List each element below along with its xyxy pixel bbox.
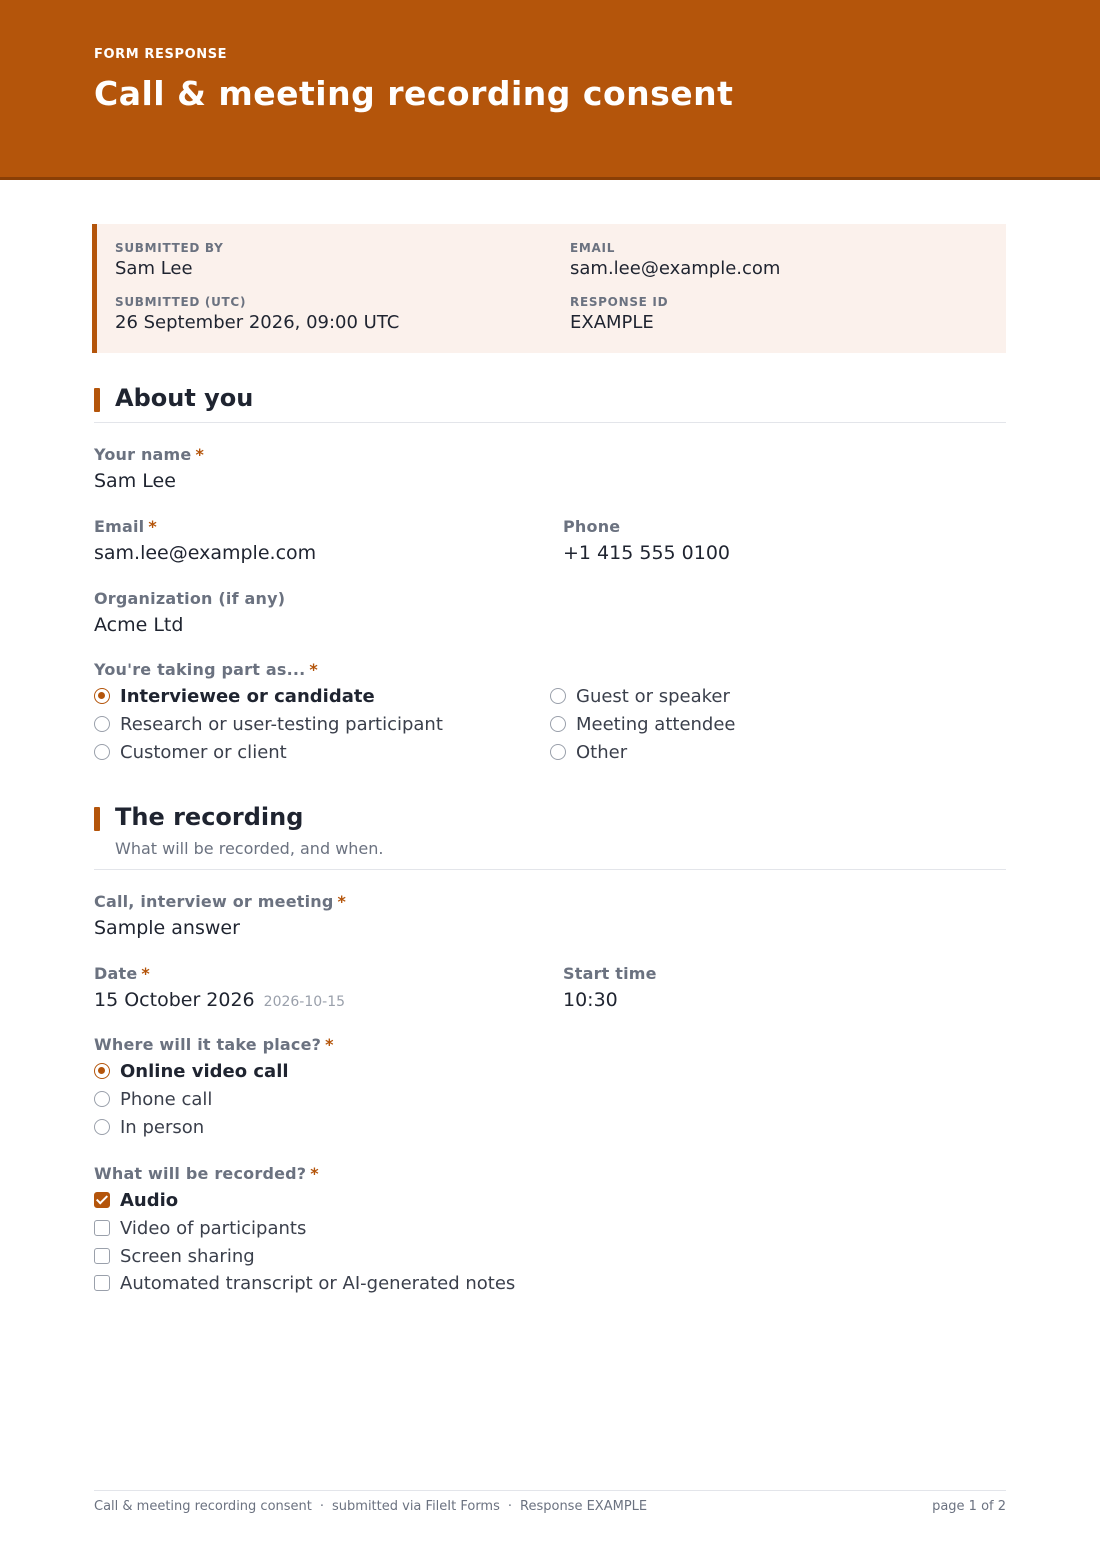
option-label: Audio xyxy=(120,1189,179,1211)
option-label: Video of participants xyxy=(120,1217,307,1239)
field-label: What will be recorded? * xyxy=(94,1164,319,1183)
radio-option[interactable] xyxy=(550,684,730,708)
submitted-utc xyxy=(115,295,399,333)
field-label: Date * xyxy=(94,964,150,983)
radio-empty-icon[interactable] xyxy=(550,744,566,760)
radio-empty-icon[interactable] xyxy=(550,688,566,704)
date-iso: 2026-10-15 xyxy=(263,994,346,1010)
section-accent-bar xyxy=(94,388,100,412)
email-value: sam.lee@example.com xyxy=(570,258,781,279)
footer-separator: · xyxy=(507,1499,513,1514)
submitter-email xyxy=(570,241,780,279)
option-label: Automated transcript or AI-generated notes xyxy=(120,1272,516,1294)
field-phone xyxy=(563,517,730,564)
field-value xyxy=(94,989,345,1011)
response-id-label: RESPONSE ID xyxy=(570,295,669,309)
checkbox-empty-icon[interactable] xyxy=(94,1275,110,1291)
section-accent-bar xyxy=(94,807,100,831)
section-the-recording xyxy=(94,803,1006,870)
field-organization xyxy=(94,589,285,636)
radio-option[interactable] xyxy=(94,1087,212,1111)
radio-empty-icon[interactable] xyxy=(550,716,566,732)
required-marker: * xyxy=(309,660,318,679)
email-label: EMAIL xyxy=(570,241,616,255)
footer-info xyxy=(94,1499,647,1514)
field-value: Sam Lee xyxy=(94,470,176,492)
footer-form-name: Call & meeting recording consent xyxy=(94,1499,312,1514)
page-number: page 1 of 2 xyxy=(932,1499,1006,1514)
submitted-utc-value: 26 September 2026, 09:00 UTC xyxy=(115,312,400,333)
option-label: Research or user-testing participant xyxy=(120,713,443,735)
page-footer xyxy=(94,1490,1006,1514)
submitted-utc-label: SUBMITTED (UTC) xyxy=(115,295,247,309)
field-value: 10:30 xyxy=(563,989,618,1011)
radio-option[interactable] xyxy=(550,740,627,764)
required-marker: * xyxy=(310,1164,319,1183)
required-marker: * xyxy=(141,964,150,983)
radio-option[interactable] xyxy=(94,1115,204,1139)
field-email xyxy=(94,517,316,564)
radio-empty-icon[interactable] xyxy=(94,1119,110,1135)
field-label: Email * xyxy=(94,517,157,536)
option-label: Online video call xyxy=(120,1060,289,1082)
checkbox-empty-icon[interactable] xyxy=(94,1248,110,1264)
field-label: You're taking part as... * xyxy=(94,660,318,679)
field-value: +1 415 555 0100 xyxy=(563,542,731,564)
field-your-name xyxy=(94,445,204,492)
option-label: Customer or client xyxy=(120,741,287,763)
response-id-value: EXAMPLE xyxy=(570,312,654,333)
date-value: 15 October 2026 xyxy=(94,989,255,1011)
option-label: Interviewee or candidate xyxy=(120,685,375,707)
option-label: Other xyxy=(576,741,628,763)
radio-option[interactable] xyxy=(94,1059,289,1083)
checkbox-checked-icon[interactable] xyxy=(94,1192,110,1208)
field-date xyxy=(94,964,345,1011)
checkbox-option[interactable] xyxy=(94,1188,178,1212)
radio-empty-icon[interactable] xyxy=(94,744,110,760)
submitted-by-value: Sam Lee xyxy=(115,258,193,279)
option-label: Screen sharing xyxy=(120,1245,255,1267)
field-start-time xyxy=(563,964,657,1011)
footer-via: submitted via FileIt Forms xyxy=(332,1499,500,1514)
section-title: About you xyxy=(115,384,254,412)
footer-response: Response EXAMPLE xyxy=(520,1499,648,1514)
footer-separator: · xyxy=(319,1499,325,1514)
field-role xyxy=(94,660,318,679)
field-recorded xyxy=(94,1164,319,1183)
field-place xyxy=(94,1035,334,1054)
submission-meta-panel xyxy=(92,224,1006,353)
radio-empty-icon[interactable] xyxy=(94,1091,110,1107)
submitted-by xyxy=(115,241,224,279)
radio-selected-icon[interactable] xyxy=(94,1063,110,1079)
radio-empty-icon[interactable] xyxy=(94,716,110,732)
required-marker: * xyxy=(195,445,205,464)
checkbox-option[interactable] xyxy=(94,1244,255,1268)
section-title: The recording xyxy=(115,803,304,831)
form-kicker: FORM RESPONSE xyxy=(94,47,228,62)
option-label: Meeting attendee xyxy=(576,713,736,735)
required-marker: * xyxy=(148,517,157,536)
required-marker: * xyxy=(325,1035,334,1054)
field-label: Phone xyxy=(563,517,621,536)
field-label: Organization (if any) xyxy=(94,589,286,608)
radio-option[interactable] xyxy=(94,712,443,736)
submitted-by-label: SUBMITTED BY xyxy=(115,241,224,255)
checkbox-option[interactable] xyxy=(94,1216,306,1240)
section-about-you xyxy=(94,384,1006,423)
option-label: In person xyxy=(120,1116,205,1138)
field-value: Acme Ltd xyxy=(94,614,184,636)
field-label: Your name * xyxy=(94,445,205,464)
form-header xyxy=(0,0,1100,180)
field-label: Where will it take place? * xyxy=(94,1035,334,1054)
radio-option[interactable] xyxy=(94,740,287,764)
field-label: Start time xyxy=(563,964,657,983)
field-meeting xyxy=(94,892,346,939)
option-label: Phone call xyxy=(120,1088,213,1110)
form-title: Call & meeting recording consent xyxy=(94,74,734,113)
option-label: Guest or speaker xyxy=(576,685,730,707)
field-value: sam.lee@example.com xyxy=(94,542,317,564)
field-label: Call, interview or meeting * xyxy=(94,892,347,911)
required-marker: * xyxy=(337,892,347,911)
radio-option[interactable] xyxy=(94,684,375,708)
field-value: Sample answer xyxy=(94,917,240,939)
radio-option[interactable] xyxy=(550,712,736,736)
response-id xyxy=(570,295,668,333)
checkbox-empty-icon[interactable] xyxy=(94,1220,110,1236)
checkbox-option[interactable] xyxy=(94,1271,515,1295)
section-description: What will be recorded, and when. xyxy=(115,839,384,858)
radio-selected-icon[interactable] xyxy=(94,688,110,704)
